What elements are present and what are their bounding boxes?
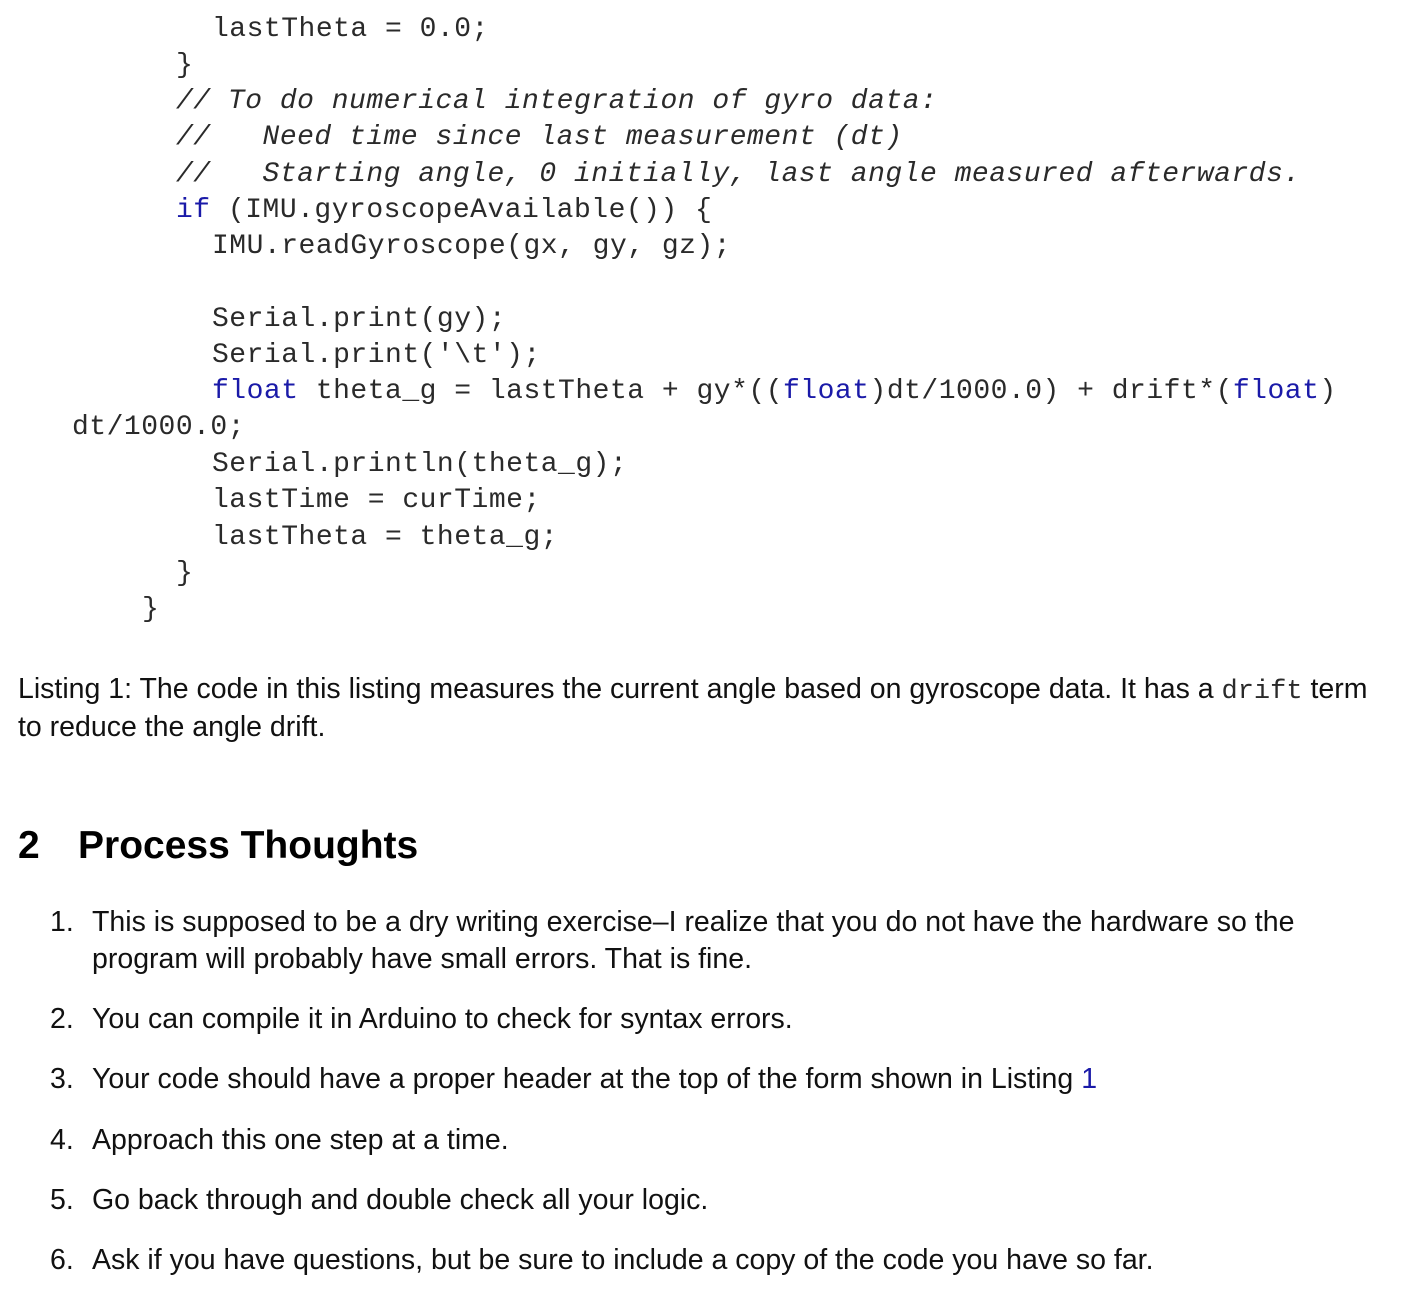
list-text: Go back through and double check all your logic. [92,1184,709,1216]
code-line: lastTheta = 0.0; [212,14,489,45]
code-keyword: float [1232,376,1320,407]
section-heading [18,824,418,868]
code-comment: // Starting angle, 0 initially, last angle measured afterwards. [176,159,1301,190]
list-item [50,1182,1370,1219]
code-text: theta_g = lastTheta + gy*(( [298,376,783,407]
code-text: ) [1319,376,1337,407]
code-line: } [176,50,194,81]
code-line [176,193,712,229]
list-item [50,1001,1370,1038]
code-comment: // To do numerical integration of gyro data: [176,86,938,117]
section-title: Process Thoughts [78,824,419,867]
caption-text: Listing 1: The code in this listing measures the current angle based on gyroscope data. It has a [18,673,1222,705]
code-text: (IMU.gyroscopeAvailable()) { [210,195,713,226]
code-line: Serial.print('\t'); [212,340,541,371]
list-item [50,1122,1370,1159]
code-keyword: float [783,376,870,407]
caption-code-term: drift [1221,677,1303,707]
list-item [50,1242,1370,1279]
code-text: )dt/1000.0) + drift*( [869,376,1233,407]
listing-caption [18,672,1388,745]
code-line: Serial.println(theta_g); [212,449,628,480]
section-number: 2 [18,824,40,867]
code-line: } [142,594,160,625]
code-line: } [176,558,194,589]
list-number: 6. [50,1244,74,1276]
code-line: lastTime = curTime; [212,485,541,516]
list-number: 3. [50,1063,74,1095]
code-comment: // Need time since last measurement (dt) [176,122,903,153]
caption-text: term to reduce the angle drift. [18,673,1368,743]
code-keyword: float [212,376,299,407]
list-number: 1. [50,906,74,938]
code-line: IMU.readGyroscope(gx, gy, gz); [212,231,732,262]
list-text: Approach this one step at a time. [92,1124,509,1156]
code-line: lastTheta = theta_g; [212,522,559,553]
list-text: Your code should have a proper header at the top of the form shown in Listing [92,1063,1082,1095]
code-line: Serial.print(gy); [212,304,507,335]
list-text: You can compile it in Arduino to check for syntax errors. [92,1003,793,1035]
list-number: 2. [50,1003,74,1035]
list-text: Ask if you have questions, but be sure to include a copy of the code you have so far. [92,1244,1154,1276]
list-number: 5. [50,1184,74,1216]
list-text-with-ref [92,1061,1370,1098]
list-item [50,904,1370,978]
code-line: dt/1000.0; [72,412,246,443]
list-text: This is supposed to be a dry writing exercise–I realize that you do not have the hardware so the program will probably have small errors. That is fine. [92,906,1295,975]
list-number: 4. [50,1124,74,1156]
code-keyword: if [176,195,211,226]
code-line [212,374,1337,410]
listing-reference-link[interactable]: 1 [1081,1063,1098,1095]
list-item [50,1061,1370,1098]
